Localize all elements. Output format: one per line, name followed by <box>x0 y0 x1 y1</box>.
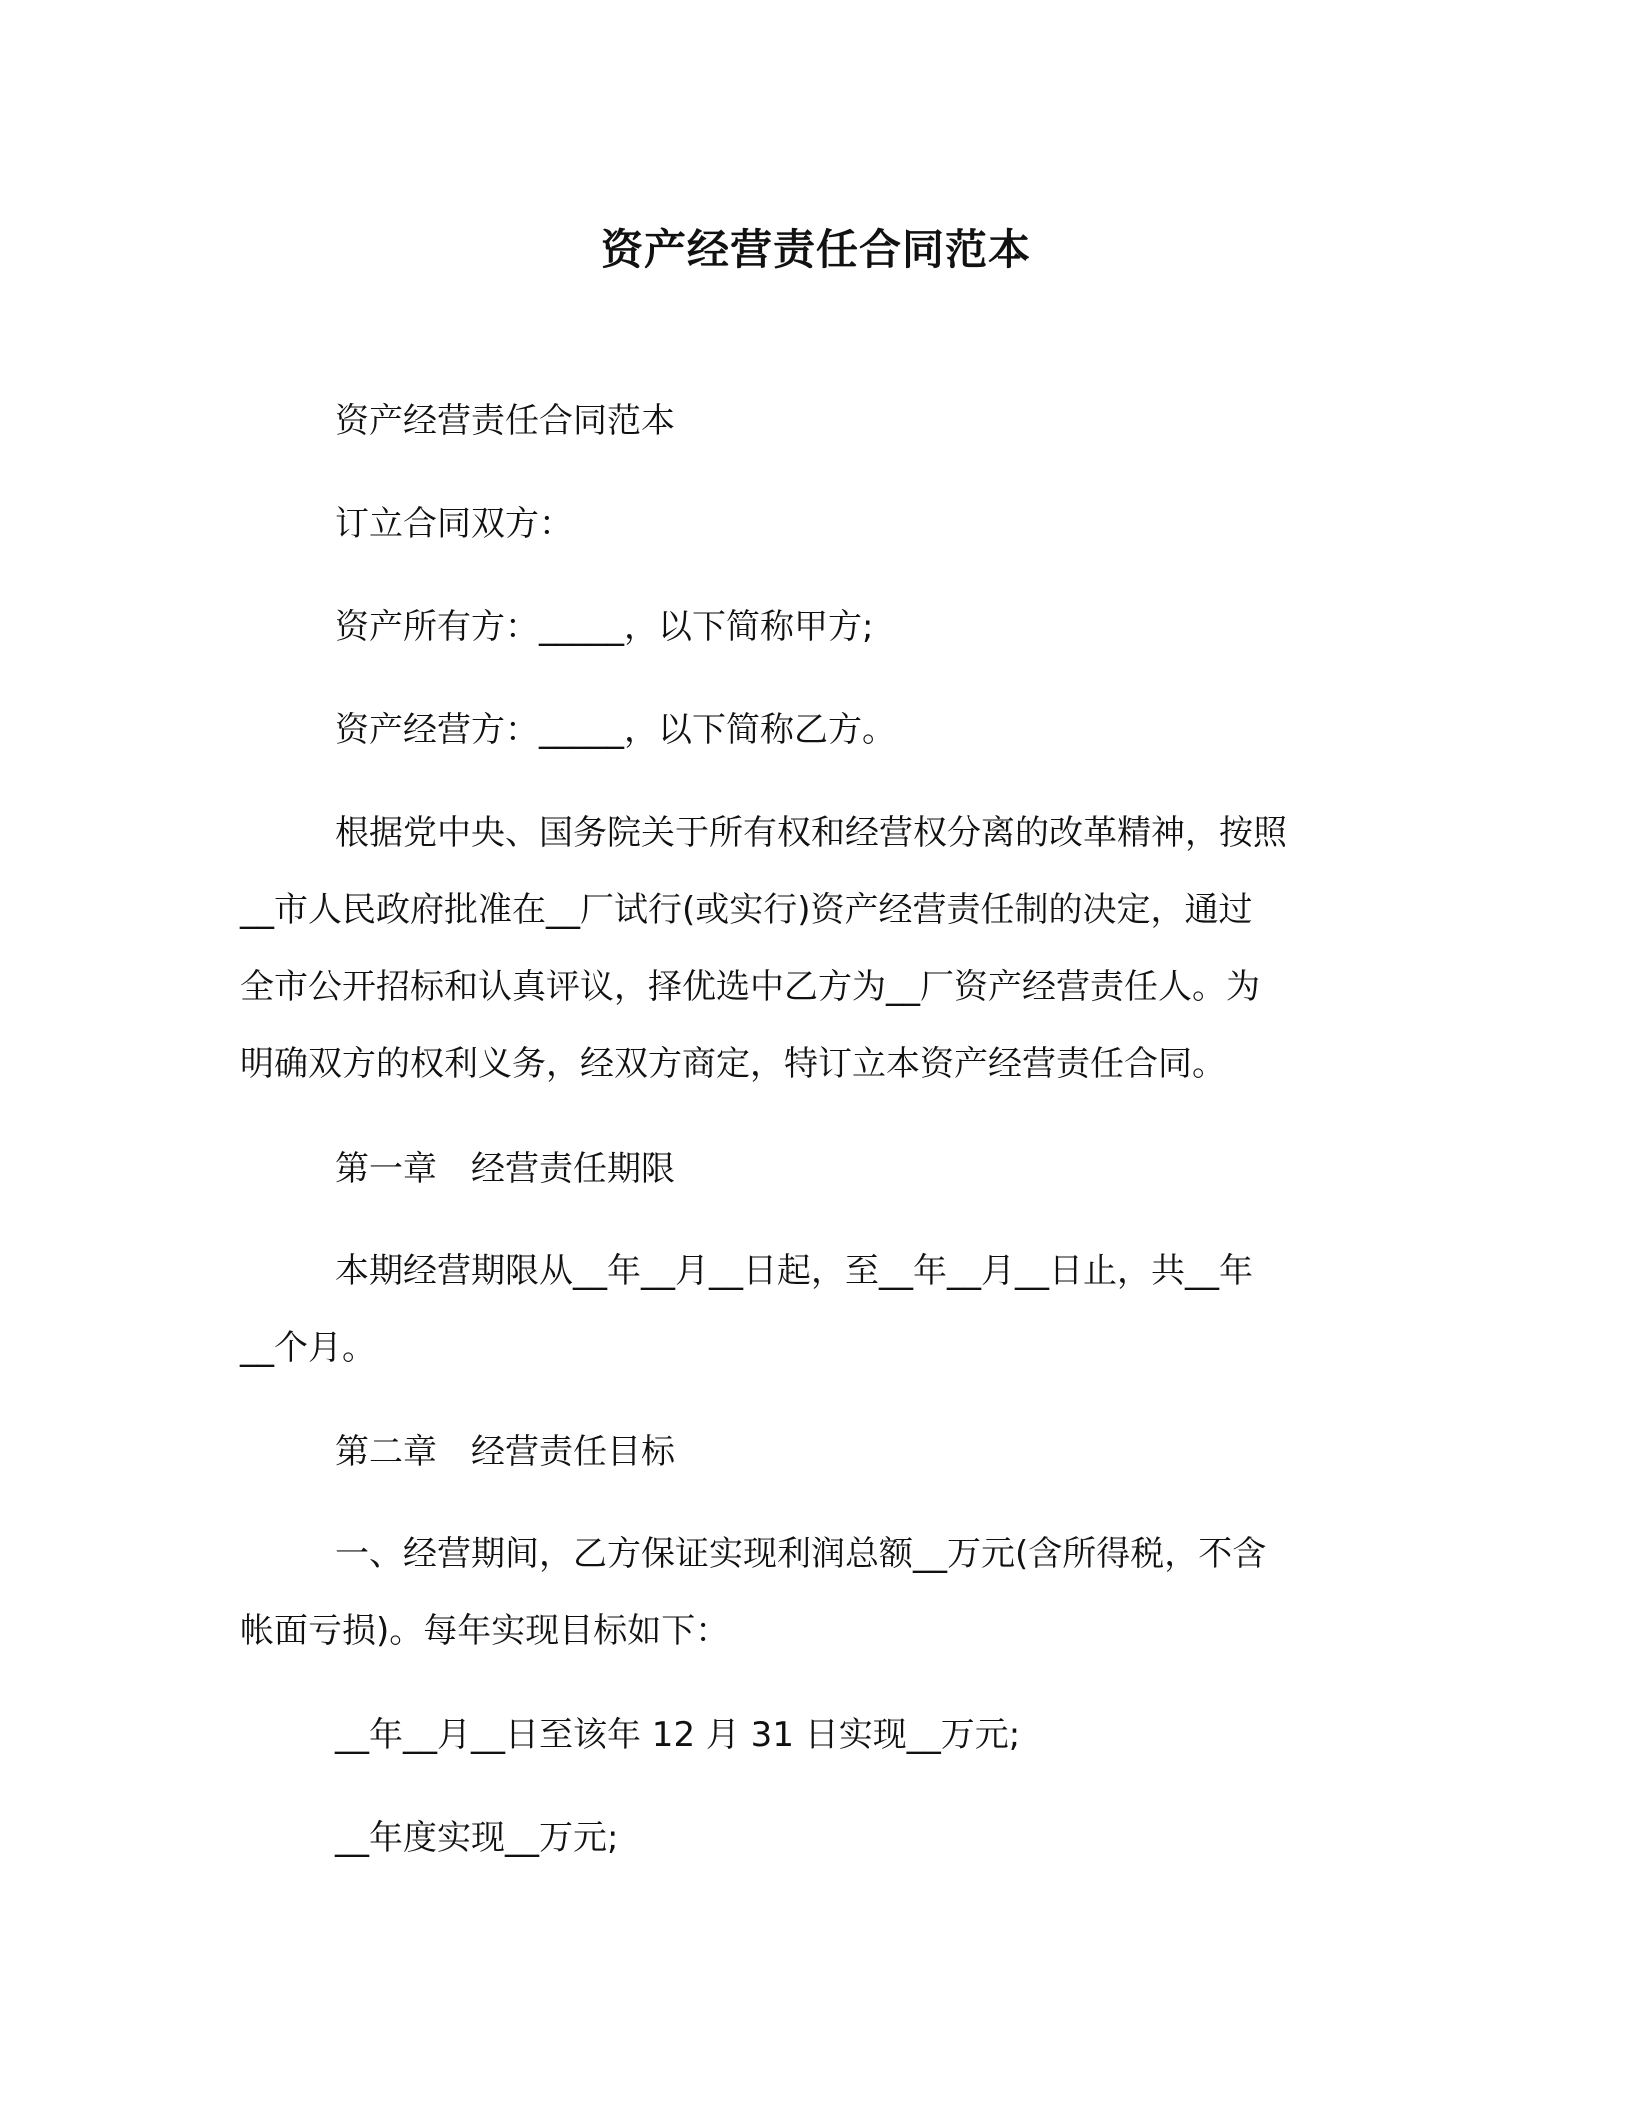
paragraph-term <box>240 1233 1380 1387</box>
paragraph-party-b: 资产经营方：_____，以下简称乙方。 <box>335 710 896 750</box>
paragraph-parties-heading: 订立合同双方： <box>335 504 573 544</box>
term-line: __个月。 <box>240 1328 376 1368</box>
paragraph-subtitle: 资产经营责任合同范本 <box>335 401 675 441</box>
chapter-1-heading: 第一章 经营责任期限 <box>335 1149 675 1189</box>
preamble-line: 全市公开招标和认真评议，择优选中乙方为__厂资产经营责任人。为 <box>240 967 1260 1007</box>
profit-target-line: 一、经营期间，乙方保证实现利润总额__万元(含所得税，不含 <box>335 1534 1267 1574</box>
paragraph-profit-target <box>240 1516 1380 1670</box>
document-title: 资产经营责任合同范本 <box>600 225 1031 274</box>
profit-target-line: 帐面亏损)。每年实现目标如下： <box>240 1611 730 1651</box>
paragraph-first-year-target: __年__月__日至该年 12 月 31 日实现__万元; <box>335 1715 1021 1755</box>
preamble-line: __市人民政府批准在__厂试行(或实行)资产经营责任制的决定，通过 <box>240 890 1253 930</box>
preamble-line: 明确双方的权利义务，经双方商定，特订立本资产经营责任合同。 <box>240 1044 1226 1084</box>
term-line: 本期经营期限从__年__月__日起，至__年__月__日止，共__年 <box>335 1251 1253 1291</box>
paragraph-party-a: 资产所有方：_____，以下简称甲方; <box>335 607 874 647</box>
paragraph-annual-target: __年度实现__万元; <box>335 1818 619 1858</box>
preamble-line: 根据党中央、国务院关于所有权和经营权分离的改革精神，按照 <box>335 813 1287 853</box>
paragraph-preamble <box>240 795 1380 1103</box>
chapter-2-heading: 第二章 经营责任目标 <box>335 1432 675 1472</box>
